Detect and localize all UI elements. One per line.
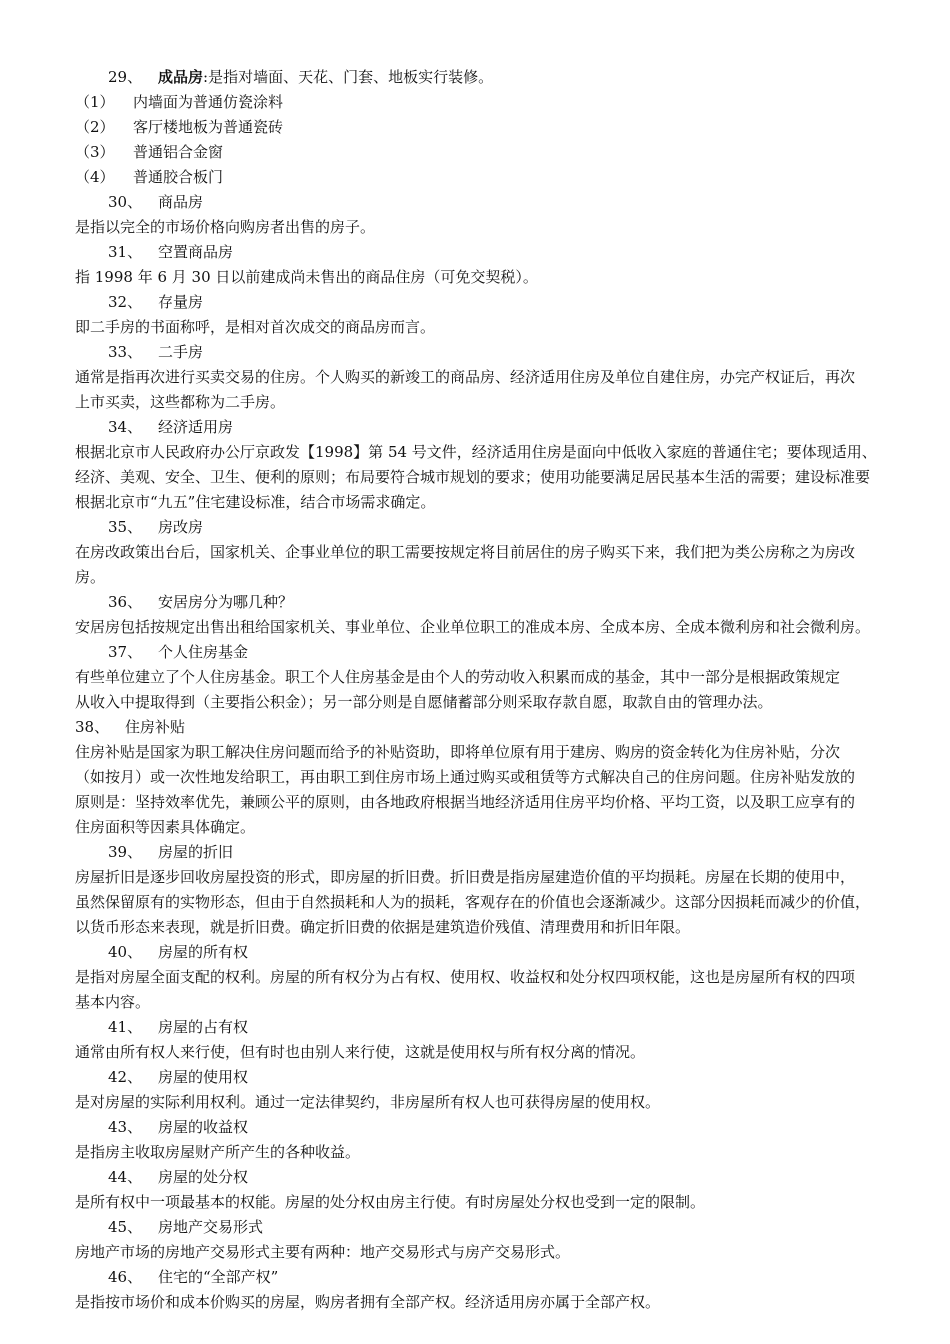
item-34-heading: 34、 经济适用房 <box>108 418 234 436</box>
item-44-text: 是所有权中一项最基本的权能。房屋的处分权由房主行使。有时房屋处分权也受到一定的限制。 <box>75 1193 706 1211</box>
item-35-text: 房。 <box>75 568 106 586</box>
item-30-text: 是指以完全的市场价格向购房者出售的房子。 <box>75 218 376 236</box>
item-30-heading: 30、 商品房 <box>108 193 204 211</box>
item-36-heading: 36、 安居房分为哪几种？ <box>108 593 294 611</box>
item-term: 成品房 <box>158 68 204 86</box>
item-38-text: （如按月）或一次性地发给职工，再由职工到住房市场上通过购买或租赁等方式解决自己的住房问题。住房补贴发放的 <box>75 768 856 786</box>
item-33-text: 上市买卖，这些都称为二手房。 <box>75 393 286 411</box>
item-29-heading <box>108 66 950 88</box>
item-38-text: 原则是：坚持效率优先，兼顾公平的原则，由各地政府根据当地经济适用住房平均价格、平均工资，以及职工应享有的 <box>75 793 856 811</box>
item-35-text: 在房改政策出台后，国家机关、企事业单位的职工需要按规定将目前居住的房子购买下来，我们把为类公房称之为房改 <box>75 543 856 561</box>
item-36-text: 安居房包括按规定出售出租给国家机关、事业单位、企业单位职工的准成本房、全成本房、全成本微利房和社会微利房。 <box>75 618 871 636</box>
item-40-heading: 40、 房屋的所有权 <box>108 943 249 961</box>
item-43-text: 是指房主收取房屋财产所产生的各种收益。 <box>75 1143 361 1161</box>
item-43-heading: 43、 房屋的收益权 <box>108 1118 249 1136</box>
item-40-text: 基本内容。 <box>75 993 151 1011</box>
sub-item: （1） 内墙面为普通仿瓷涂料 <box>75 93 284 111</box>
item-46-heading: 46、 住宅的“全部产权” <box>108 1268 279 1286</box>
item-34-text: 根据北京市人民政府办公厅京政发【1998】第 54 号文件，经济适用住房是面向中低收入家庭的普通住宅；要体现适用、 <box>75 443 877 461</box>
item-46-text: 是指按市场价和成本价购买的房屋，购房者拥有全部产权。经济适用房亦属于全部产权。 <box>75 1293 661 1311</box>
item-42-text: 是对房屋的实际利用权利。通过一定法律契约，非房屋所有权人也可获得房屋的使用权。 <box>75 1093 661 1111</box>
item-38-heading: 38、 住房补贴 <box>75 718 186 736</box>
item-41-text: 通常由所有权人来行使，但有时也由别人来行使，这就是使用权与所有权分离的情况。 <box>75 1043 646 1061</box>
item-31-heading: 31、 空置商品房 <box>108 243 234 261</box>
item-33-heading: 33、 二手房 <box>108 343 204 361</box>
sub-item: （3） 普通铝合金窗 <box>75 143 224 161</box>
item-39-text: 虽然保留原有的实物形态，但由于自然损耗和人为的损耗，客观存在的价值也会逐渐减少。这部分因损耗而减少的价值， <box>75 893 871 911</box>
item-42-heading: 42、 房屋的使用权 <box>108 1068 249 1086</box>
item-32-text: 即二手房的书面称呼，是相对首次成交的商品房而言。 <box>75 318 436 336</box>
item-34-text: 经济、美观、安全、卫生、便利的原则；布局要符合城市规划的要求；使用功能要满足居民基本生活的需要；建设标准要 <box>75 468 871 486</box>
item-40-text: 是指对房屋全面支配的权利。房屋的所有权分为占有权、使用权、收益权和处分权四项权能，这也是房屋所有权的四项 <box>75 968 856 986</box>
item-39-heading: 39、 房屋的折旧 <box>108 843 234 861</box>
item-45-text: 房地产市场的房地产交易形式主要有两种：地产交易形式与房产交易形式。 <box>75 1243 571 1261</box>
item-33-text: 通常是指再次进行买卖交易的住房。个人购买的新竣工的商品房、经济适用住房及单位自建住房，办完产权证后，再次 <box>75 368 856 386</box>
item-number: 29、 <box>108 68 143 86</box>
item-38-text: 住房补贴是国家为职工解决住房问题而给予的补贴资助，即将单位原有用于建房、购房的资金转化为住房补贴，分次 <box>75 743 841 761</box>
item-38-text: 住房面积等因素具体确定。 <box>75 818 256 836</box>
sub-item: （4） 普通胶合板门 <box>75 168 224 186</box>
item-37-text: 从收入中提取得到（主要指公积金）；另一部分则是自愿储蓄部分则采取存款自愿，取款自由的管理办法。 <box>75 693 773 711</box>
item-37-heading: 37、 个人住房基金 <box>108 643 249 661</box>
item-39-text: 以货币形态来表现，就是折旧费。确定折旧费的依据是建筑造价残值、清理费用和折旧年限。 <box>75 918 691 936</box>
item-44-heading: 44、 房屋的处分权 <box>108 1168 249 1186</box>
item-41-heading: 41、 房屋的占有权 <box>108 1018 249 1036</box>
item-45-heading: 45、 房地产交易形式 <box>108 1218 264 1236</box>
item-32-heading: 32、 存量房 <box>108 293 204 311</box>
sub-item: （2） 客厅楼地板为普通瓷砖 <box>75 118 284 136</box>
item-37-text: 有些单位建立了个人住房基金。职工个人住房基金是由个人的劳动收入积累而成的基金，其中一部分是根据政策规定 <box>75 668 841 686</box>
item-39-text: 房屋折旧是逐步回收房屋投资的形式，即房屋的折旧费。折旧费是指房屋建造价值的平均损耗。房屋在长期的使用中， <box>75 868 856 886</box>
item-35-heading: 35、 房改房 <box>108 518 204 536</box>
item-31-text: 指 1998 年 6 月 30 日以前建成尚未售出的商品住房（可免交契税）。 <box>75 268 538 286</box>
item-definition: :是指对墙面、天花、门套、地板实行装修。 <box>203 68 494 86</box>
item-34-text: 根据北京市“九五”住宅建设标准，结合市场需求确定。 <box>75 493 436 511</box>
